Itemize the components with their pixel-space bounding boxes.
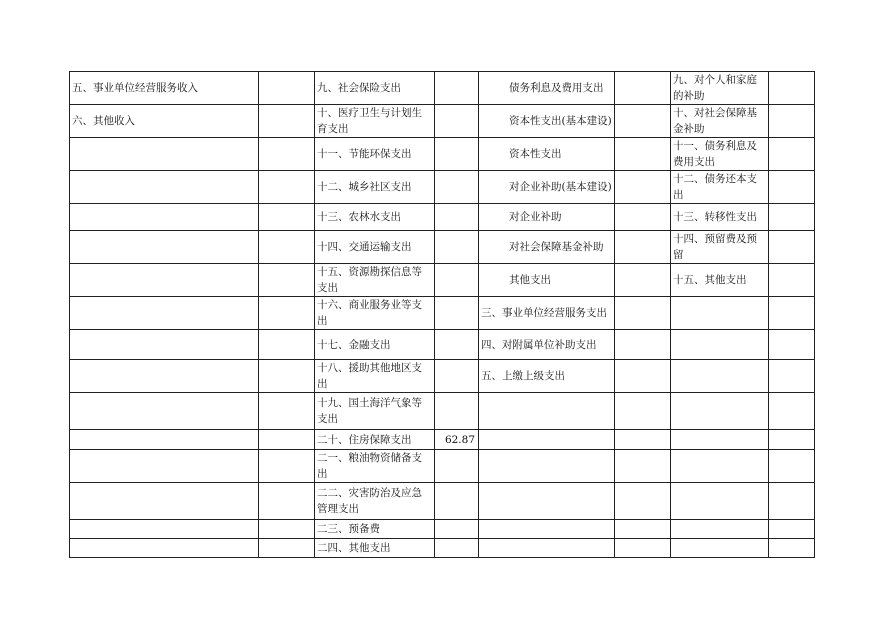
revenue-item (70, 297, 259, 330)
government-expense-amount (769, 72, 815, 105)
economic-expense-amount (615, 360, 671, 393)
revenue-item: 六、其他收入 (70, 105, 259, 138)
government-expense-item: 十三、转移性支出 (671, 204, 769, 231)
economic-expense-item (479, 450, 615, 483)
economic-expense-item (479, 520, 615, 539)
revenue-item (70, 231, 259, 264)
table-row (70, 430, 815, 450)
economic-expense-amount (615, 171, 671, 204)
function-expense-amount: 62.87 (435, 430, 479, 450)
economic-expense-amount (615, 72, 671, 105)
revenue-item (70, 138, 259, 171)
government-expense-item (671, 450, 769, 483)
economic-expense-item: 三、事业单位经营服务支出 (479, 297, 615, 330)
table-row (70, 297, 815, 330)
revenue-item: 五、事业单位经营服务收入 (70, 72, 259, 105)
government-expense-amount (769, 138, 815, 171)
government-expense-item: 十一、债务利息及费用支出 (671, 138, 769, 171)
table-row (70, 539, 815, 558)
government-expense-item: 十四、预留费及预留 (671, 231, 769, 264)
function-expense-amount (435, 231, 479, 264)
table-row (70, 520, 815, 539)
function-expense-amount (435, 171, 479, 204)
economic-expense-amount (615, 483, 671, 520)
function-expense-amount (435, 539, 479, 558)
function-expense-amount (435, 450, 479, 483)
government-expense-item: 十、对社会保障基金补助 (671, 105, 769, 138)
revenue-amount (259, 204, 315, 231)
function-expense-amount (435, 393, 479, 430)
government-expense-item (671, 393, 769, 430)
economic-expense-amount (615, 264, 671, 297)
function-expense-item: 二十、住房保障支出 (315, 430, 435, 450)
government-expense-amount (769, 483, 815, 520)
revenue-amount (259, 297, 315, 330)
function-expense-item: 十九、国土海洋气象等支出 (315, 393, 435, 430)
government-expense-amount (769, 539, 815, 558)
table-row (70, 231, 815, 264)
table-row (70, 393, 815, 430)
government-expense-item (671, 360, 769, 393)
revenue-amount (259, 360, 315, 393)
function-expense-amount (435, 297, 479, 330)
government-expense-amount (769, 264, 815, 297)
revenue-amount (259, 483, 315, 520)
revenue-item (70, 539, 259, 558)
table-row (70, 360, 815, 393)
government-expense-item (671, 330, 769, 360)
government-expense-amount (769, 204, 815, 231)
table-row (70, 105, 815, 138)
function-expense-item: 十、医疗卫生与计划生育支出 (315, 105, 435, 138)
table-row (70, 450, 815, 483)
economic-expense-amount (615, 393, 671, 430)
revenue-item (70, 483, 259, 520)
function-expense-item: 十六、商业服务业等支出 (315, 297, 435, 330)
economic-expense-amount (615, 520, 671, 539)
government-expense-item (671, 483, 769, 520)
economic-expense-item (479, 539, 615, 558)
revenue-item (70, 330, 259, 360)
government-expense-amount (769, 520, 815, 539)
revenue-item (70, 450, 259, 483)
function-expense-amount (435, 264, 479, 297)
revenue-amount (259, 72, 315, 105)
economic-expense-item (479, 430, 615, 450)
government-expense-item: 十五、其他支出 (671, 264, 769, 297)
revenue-item (70, 264, 259, 297)
revenue-amount (259, 264, 315, 297)
economic-expense-item: 四、对附属单位补助支出 (479, 330, 615, 360)
table-row (70, 483, 815, 520)
function-expense-amount (435, 360, 479, 393)
economic-expense-item: 其他支出 (479, 264, 615, 297)
revenue-item (70, 393, 259, 430)
function-expense-item: 十一、节能环保支出 (315, 138, 435, 171)
economic-expense-item: 五、上缴上级支出 (479, 360, 615, 393)
function-expense-amount (435, 330, 479, 360)
economic-expense-amount (615, 105, 671, 138)
function-expense-item: 十二、城乡社区支出 (315, 171, 435, 204)
government-expense-amount (769, 450, 815, 483)
function-expense-item: 十三、农林水支出 (315, 204, 435, 231)
revenue-amount (259, 450, 315, 483)
table-row (70, 204, 815, 231)
revenue-amount (259, 171, 315, 204)
function-expense-item: 二二、灾害防治及应急管理支出 (315, 483, 435, 520)
economic-expense-amount (615, 204, 671, 231)
revenue-amount (259, 138, 315, 171)
function-expense-item: 十七、金融支出 (315, 330, 435, 360)
government-expense-amount (769, 105, 815, 138)
table-row (70, 72, 815, 105)
economic-expense-amount (615, 430, 671, 450)
revenue-amount (259, 520, 315, 539)
government-expense-amount (769, 297, 815, 330)
revenue-amount (259, 393, 315, 430)
revenue-item (70, 204, 259, 231)
function-expense-item: 二一、粮油物资储备支出 (315, 450, 435, 483)
revenue-item (70, 520, 259, 539)
government-expense-amount (769, 231, 815, 264)
government-expense-item (671, 297, 769, 330)
revenue-amount (259, 231, 315, 264)
economic-expense-item: 对社会保障基金补助 (479, 231, 615, 264)
function-expense-item: 二三、预备费 (315, 520, 435, 539)
table-row (70, 330, 815, 360)
government-expense-item: 九、对个人和家庭的补助 (671, 72, 769, 105)
revenue-item (70, 430, 259, 450)
revenue-amount (259, 539, 315, 558)
function-expense-item: 二四、其他支出 (315, 539, 435, 558)
government-expense-amount (769, 171, 815, 204)
economic-expense-item: 对企业补助(基本建设) (479, 171, 615, 204)
table-row (70, 138, 815, 171)
government-expense-amount (769, 430, 815, 450)
government-expense-item (671, 430, 769, 450)
government-expense-item: 十二、债务还本支出 (671, 171, 769, 204)
government-expense-item (671, 539, 769, 558)
function-expense-amount (435, 138, 479, 171)
economic-expense-item: 资本性支出(基本建设) (479, 105, 615, 138)
government-expense-amount (769, 330, 815, 360)
economic-expense-amount (615, 330, 671, 360)
function-expense-item: 九、社会保险支出 (315, 72, 435, 105)
function-expense-amount (435, 105, 479, 138)
function-expense-amount (435, 72, 479, 105)
economic-expense-amount (615, 297, 671, 330)
function-expense-amount (435, 520, 479, 539)
table-row (70, 171, 815, 204)
economic-expense-amount (615, 138, 671, 171)
revenue-item (70, 360, 259, 393)
economic-expense-item: 债务利息及费用支出 (479, 72, 615, 105)
revenue-item (70, 171, 259, 204)
economic-expense-item (479, 393, 615, 430)
government-expense-amount (769, 393, 815, 430)
function-expense-item: 十四、交通运输支出 (315, 231, 435, 264)
revenue-amount (259, 430, 315, 450)
economic-expense-amount (615, 539, 671, 558)
function-expense-item: 十八、援助其他地区支出 (315, 360, 435, 393)
revenue-amount (259, 330, 315, 360)
economic-expense-amount (615, 450, 671, 483)
economic-expense-item: 对企业补助 (479, 204, 615, 231)
government-expense-amount (769, 360, 815, 393)
revenue-amount (259, 105, 315, 138)
table-row (70, 264, 815, 297)
economic-expense-item (479, 483, 615, 520)
function-expense-amount (435, 204, 479, 231)
economic-expense-item: 资本性支出 (479, 138, 615, 171)
government-expense-item (671, 520, 769, 539)
economic-expense-amount (615, 231, 671, 264)
function-expense-amount (435, 483, 479, 520)
budget-table (69, 71, 815, 558)
function-expense-item: 十五、资源勘探信息等支出 (315, 264, 435, 297)
